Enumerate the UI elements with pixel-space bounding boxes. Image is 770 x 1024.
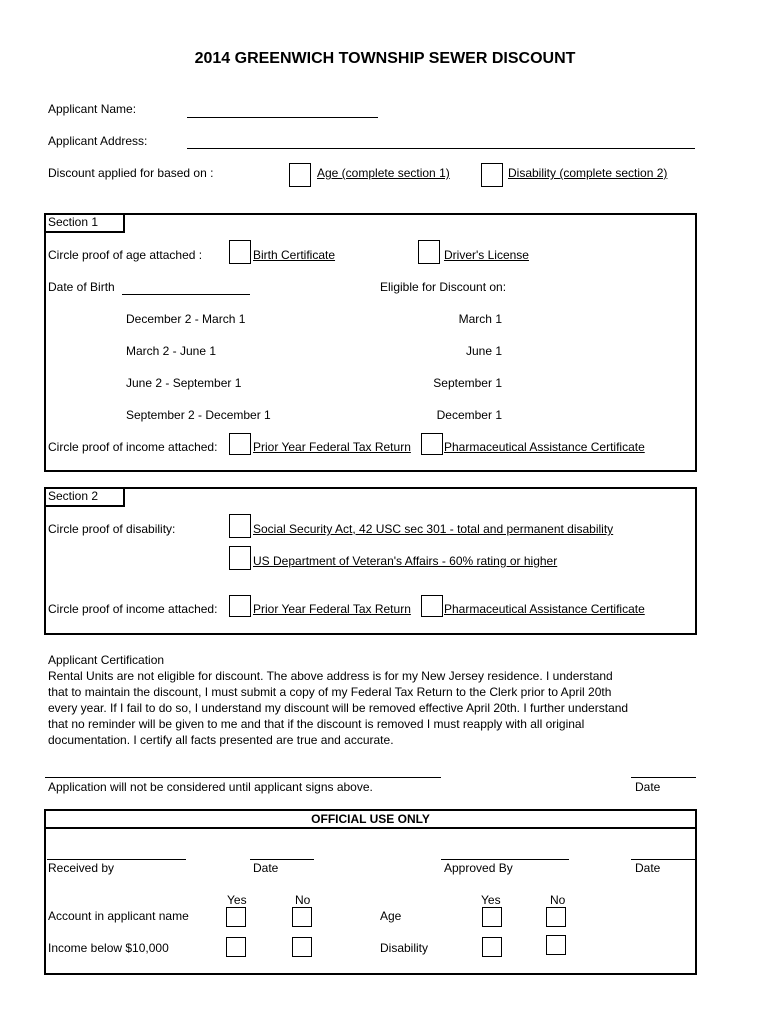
pharma-cert-checkbox[interactable]: [421, 595, 443, 617]
approved-date-label: Date: [635, 861, 661, 875]
income-below-label: Income below $10,000: [48, 941, 169, 955]
birth-certificate-option: Birth Certificate: [253, 248, 336, 262]
no-header: No: [550, 893, 566, 907]
age-yes-checkbox[interactable]: [482, 907, 502, 927]
discount-basis-label: Discount applied for based on :: [48, 166, 214, 180]
certification-line: every year. If I fail to do so, I understand my discount will be removed effective April 20th. I further understand: [48, 701, 629, 715]
drivers-license-option: Driver's License: [444, 248, 529, 262]
va-checkbox[interactable]: [229, 546, 251, 570]
pharma-cert-option: Pharmaceutical Assistance Certificate: [444, 602, 645, 616]
birth-certificate-checkbox[interactable]: [229, 240, 251, 264]
disability-option-label: Disability (complete section 2): [508, 166, 668, 180]
age-option-label: Age (complete section 1): [317, 166, 450, 180]
tax-return-option: Prior Year Federal Tax Return: [253, 440, 411, 454]
tax-return-checkbox[interactable]: [229, 433, 251, 455]
account-yes-checkbox[interactable]: [226, 907, 246, 927]
account-label: Account in applicant name: [48, 909, 189, 923]
disability-no-checkbox[interactable]: [546, 935, 566, 955]
certification-line: that no reminder will be given to me and that if the discount is removed I must reapply with all original: [48, 717, 585, 731]
tax-return-option: Prior Year Federal Tax Return: [253, 602, 411, 616]
account-no-checkbox[interactable]: [292, 907, 312, 927]
income-proof-label: Circle proof of income attached:: [48, 440, 218, 454]
schedule-date: June 1: [465, 344, 502, 358]
section-2-tag: Section 2: [45, 488, 125, 507]
applicant-address-label: Applicant Address:: [48, 134, 148, 148]
age-no-checkbox[interactable]: [546, 907, 566, 927]
dob-label: Date of Birth: [48, 280, 115, 294]
schedule-date: September 1: [433, 376, 502, 390]
schedule-range: September 2 - December 1: [126, 408, 271, 422]
official-header-divider: [45, 827, 696, 829]
schedule-date: March 1: [458, 312, 502, 326]
approved-date-field[interactable]: [631, 859, 696, 860]
drivers-license-checkbox[interactable]: [418, 240, 440, 264]
section-1-tag: Section 1: [45, 214, 125, 233]
certification-line: documentation. I certify all facts presented are true and accurate.: [48, 733, 394, 747]
approved-by-label: Approved By: [444, 861, 513, 875]
certification-block: [48, 652, 688, 748]
schedule-range: June 2 - September 1: [126, 376, 242, 390]
ssa-checkbox[interactable]: [229, 514, 251, 538]
pharma-cert-checkbox[interactable]: [421, 433, 443, 455]
signature-date-label: Date: [635, 780, 661, 794]
signature-note: Application will not be considered until applicant signs above.: [48, 780, 373, 794]
signature-field[interactable]: [45, 777, 441, 778]
approved-by-field[interactable]: [441, 859, 569, 860]
received-date-label: Date: [253, 861, 279, 875]
received-by-field[interactable]: [47, 859, 186, 860]
pharma-cert-option: Pharmaceutical Assistance Certificate: [444, 440, 645, 454]
received-by-label: Received by: [48, 861, 115, 875]
disability-label: Disability: [380, 941, 429, 955]
proof-age-label: Circle proof of age attached :: [48, 248, 203, 262]
applicant-name-label: Applicant Name:: [48, 102, 137, 116]
income-no-checkbox[interactable]: [292, 937, 312, 957]
yes-header: Yes: [481, 893, 501, 907]
applicant-address-field[interactable]: [187, 148, 695, 149]
tax-return-checkbox[interactable]: [229, 595, 251, 617]
schedule-date: December 1: [436, 408, 502, 422]
income-proof-label: Circle proof of income attached:: [48, 602, 218, 616]
age-label: Age: [380, 909, 402, 923]
yes-header: Yes: [227, 893, 247, 907]
certification-line: Rental Units are not eligible for discount. The above address is for my New Jersey residence. I understand: [48, 669, 613, 683]
schedule-range: December 2 - March 1: [126, 312, 246, 326]
certification-heading: Applicant Certification: [48, 653, 165, 667]
disability-yes-checkbox[interactable]: [482, 937, 502, 957]
applicant-name-field[interactable]: [187, 117, 378, 118]
disability-proof-label: Circle proof of disability:: [48, 522, 176, 536]
ssa-option: Social Security Act, 42 USC sec 301 - total and permanent disability: [253, 522, 614, 536]
schedule-range: March 2 - June 1: [126, 344, 217, 358]
certification-line: that to maintain the discount, I must submit a copy of my Federal Tax Return to the Clerk prior to April 20th: [48, 685, 612, 699]
page-title: 2014 GREENWICH TOWNSHIP SEWER DISCOUNT: [194, 50, 576, 67]
eligible-label: Eligible for Discount on:: [380, 280, 507, 294]
disability-checkbox[interactable]: [481, 163, 503, 187]
no-header: No: [295, 893, 311, 907]
income-yes-checkbox[interactable]: [226, 937, 246, 957]
received-date-field[interactable]: [250, 859, 314, 860]
signature-date-field[interactable]: [631, 777, 696, 778]
age-checkbox[interactable]: [289, 163, 311, 187]
dob-field[interactable]: [122, 294, 250, 295]
va-option: US Department of Veteran's Affairs - 60% rating or higher: [253, 554, 558, 568]
official-use-heading: OFFICIAL USE ONLY: [311, 812, 430, 826]
